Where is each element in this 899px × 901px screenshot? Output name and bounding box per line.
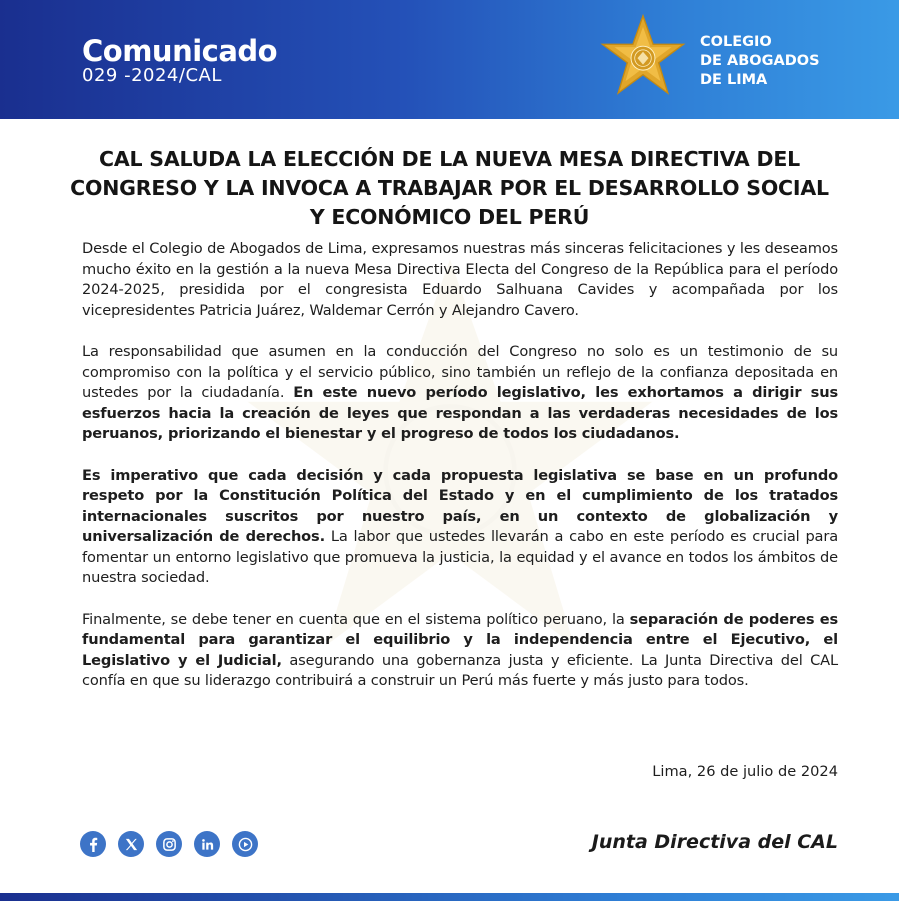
x-icon[interactable] (118, 831, 144, 857)
paragraph-2-text: La responsabilidad que asumen en la conducción del Congreso no solo es un testimonio de su compromiso con la política y el servicio público, sino también un reflejo de la confianza depositada en ustedes por la ciudadanía. (82, 343, 838, 401)
org-name-line2: DE ABOGADOS (700, 53, 820, 69)
social-links (80, 831, 258, 857)
cal-star-logo-icon (597, 14, 689, 106)
communique-body (82, 239, 838, 713)
paragraph-1: Desde el Colegio de Abogados de Lima, expresamos nuestras más sinceras felicitaciones y les deseamos mucho éxito en la gestión a la nueva Mesa Directiva Electa del Congreso de la República para el período 2024-2025, presidida por el congresista Eduardo Salhuana Cavides y acompañada por los vicepresidentes Patricia Juárez, Waldemar Cerrón y Alejandro Cavero. (82, 240, 838, 319)
paragraph-3-emphasis: Es imperativo que cada decisión y cada propuesta legislativa se base en un profundo respeto por la Constitución Política del Estado y en el cumplimiento de los tratados internacionales suscritos por nuestro país, en un contexto de globalización y universalización de derechos. (82, 466, 838, 545)
org-name-line3: DE LIMA (700, 72, 768, 88)
linkedin-icon[interactable] (194, 831, 220, 857)
facebook-icon[interactable] (80, 831, 106, 857)
headline: CAL SALUDA LA ELECCIÓN DE LA NUEVA MESA DIRECTIVA DEL CONGRESO Y LA INVOCA A TRABAJAR POR EL DESARROLLO SOCIAL Y ECONÓMICO DEL PERÚ (70, 147, 829, 229)
paragraph-4-emphasis: separación de poderes es fundamental para garantizar el equilibrio y la independencia entre el Ejecutivo, el Legislativo y el Judicial, (82, 610, 839, 669)
communique-number: 029 -2024/CAL (82, 65, 222, 86)
instagram-icon[interactable] (156, 831, 182, 857)
communique-title: Comunicado (82, 34, 278, 68)
signature: Junta Directiva del CAL (591, 831, 838, 853)
header-banner (0, 0, 899, 119)
paragraph-3 (82, 466, 838, 589)
paragraph-2 (82, 342, 838, 445)
paragraph-4-text-b: asegurando una gobernanza justa y eficiente. La Junta Directiva del CAL confía en que su liderazgo contribuirá a construir un Perú más fuerte y más justo para todos. (82, 651, 838, 689)
place-date: Lima, 26 de julio de 2024 (652, 763, 838, 780)
paragraph-2-emphasis: En este nuevo período legislativo, les exhortamos a dirigir sus esfuerzos hacia la creación de leyes que respondan a las verdaderas necesidades de los peruanos, priorizando el bienestar y el progreso de todos los ciudadanos. (82, 384, 838, 442)
org-name (700, 33, 820, 90)
footer-bar (0, 893, 899, 901)
paragraph-3-text: La labor que ustedes llevarán a cabo en este período es crucial para fomentar un entorno legislativo que promueva la justicia, la equidad y el avance en todos los ámbitos de nuestra sociedad. (82, 528, 838, 586)
org-name-line1: COLEGIO (700, 34, 772, 50)
paragraph-4 (82, 610, 838, 692)
paragraph-4-text-a: Finalmente, se debe tener en cuenta que en el sistema político peruano, la (82, 610, 630, 628)
youtube-icon[interactable] (232, 831, 258, 857)
